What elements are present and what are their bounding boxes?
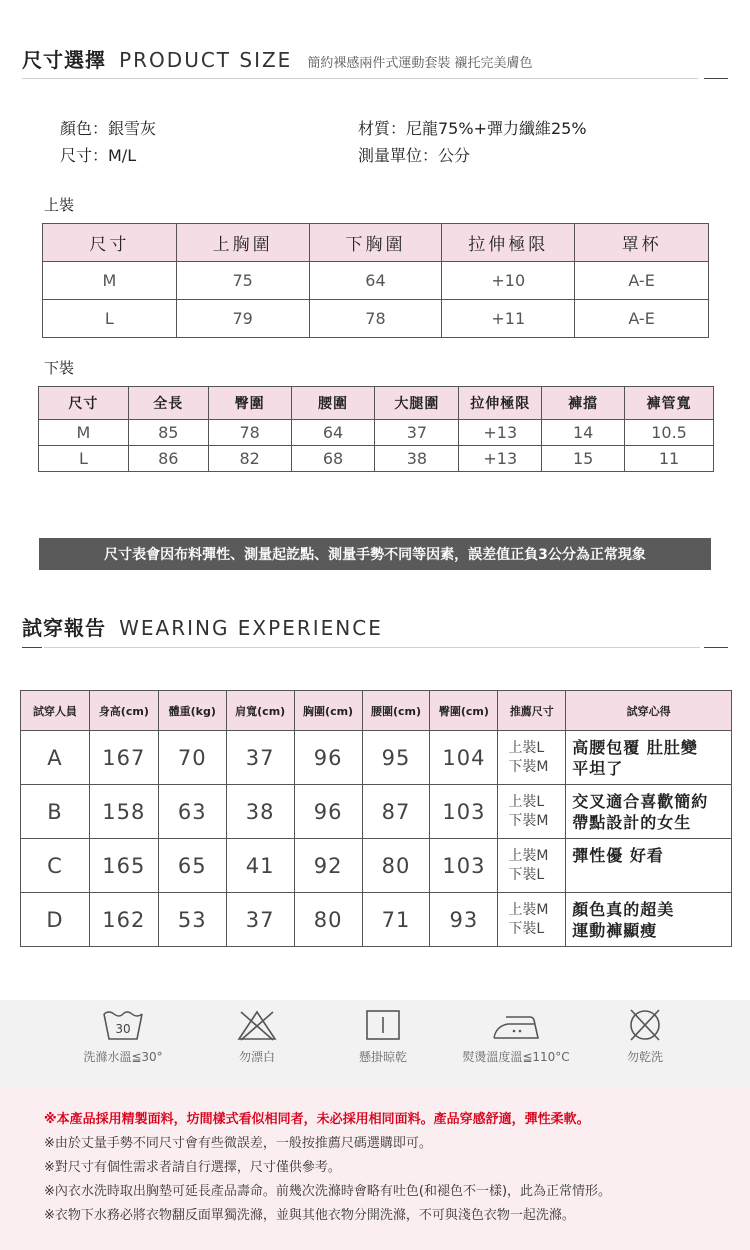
bottom-table-header (39, 387, 714, 420)
table-cell: 41 (226, 839, 294, 893)
table-cell: 75 (176, 262, 309, 300)
table-cell: 68 (291, 446, 375, 472)
bottom-th: 拉伸極限 (459, 387, 542, 420)
top-th: 下胸圍 (309, 224, 442, 262)
size-title-en: PRODUCT SIZE (119, 48, 293, 72)
info-unit: 測量單位：公分 (358, 146, 471, 165)
table-cell: L (43, 300, 177, 338)
rec-top: 上裝L (508, 739, 545, 756)
size-divider (22, 78, 698, 79)
no-bleach-icon (235, 1008, 279, 1042)
wear-table-header (21, 691, 732, 731)
care-label: 勿漂白 (238, 1050, 275, 1064)
table-cell: M (43, 262, 177, 300)
rec-bottom: 下裝M (508, 812, 549, 829)
table-cell: 165 (89, 839, 158, 893)
table-cell: A-E (575, 262, 709, 300)
wear-th: 腰圍(cm) (362, 691, 430, 731)
rec-top: 上裝L (508, 793, 545, 810)
bottom-th: 尺寸 (39, 387, 129, 420)
wear-divider-start (22, 647, 42, 648)
notes-section (0, 1088, 750, 1250)
table-row (21, 893, 732, 947)
wear-th: 體重(kg) (158, 691, 226, 731)
table-cell: 10.5 (625, 420, 714, 446)
table-cell: 104 (430, 731, 498, 785)
feedback-line: 交叉適合喜歡簡約 (572, 791, 709, 811)
care-label: 熨燙溫度溫≦110°C (462, 1050, 570, 1064)
size-title-zh: 尺寸選擇 (22, 48, 106, 72)
table-cell: 80 (362, 839, 430, 893)
wash-30-icon (101, 1008, 145, 1042)
bottom-th: 褲管寬 (625, 387, 714, 420)
table-cell: 15 (542, 446, 625, 472)
top-label: 上裝 (44, 196, 75, 214)
recommended-size (498, 839, 566, 893)
bottom-th: 褲擋 (542, 387, 625, 420)
tester-id: C (21, 839, 90, 893)
top-th: 尺寸 (43, 224, 177, 262)
table-cell: 38 (375, 446, 459, 472)
rec-top: 上裝M (508, 901, 549, 918)
iron-icon (490, 1008, 542, 1042)
table-cell: 78 (208, 420, 291, 446)
table-cell: 65 (158, 839, 226, 893)
feedback-line: 帶點設計的女生 (572, 812, 692, 832)
note-line: ※由於丈量手勢不同尺寸會有些微誤差，一般按推薦尺碼選購即可。 (44, 1136, 432, 1151)
no-tumble-dry-icon (623, 1008, 667, 1042)
care-hang-dry (338, 1008, 428, 1065)
table-cell: +10 (442, 262, 575, 300)
hang-dry-icon (361, 1008, 405, 1042)
table-row (43, 262, 709, 300)
note-line: ※對尺寸有個性需求者請自行選擇，尺寸僅供參考。 (44, 1160, 341, 1175)
top-table-header (43, 224, 709, 262)
care-instructions (0, 1000, 750, 1088)
bottom-label: 下裝 (44, 359, 75, 377)
table-cell: 37 (375, 420, 459, 446)
wear-title-en: WEARING EXPERIENCE (119, 616, 383, 640)
top-th: 拉伸極限 (442, 224, 575, 262)
wear-th: 試穿心得 (566, 691, 732, 731)
recommended-size (498, 893, 566, 947)
table-cell: 167 (89, 731, 158, 785)
table-cell: 14 (542, 420, 625, 446)
tester-id: D (21, 893, 90, 947)
bottom-th: 腰圍 (291, 387, 375, 420)
wear-th: 推薦尺寸 (498, 691, 566, 731)
tolerance-note: 尺寸表會因布料彈性、測量起訖點、測量手勢不同等因素，誤差值正負3公分為正常現象 (39, 538, 711, 570)
table-cell: 71 (362, 893, 430, 947)
table-cell: 103 (430, 839, 498, 893)
table-cell: 158 (89, 785, 158, 839)
table-cell: M (39, 420, 129, 446)
rec-bottom: 下裝L (508, 866, 545, 883)
care-label: 洗滌水溫≦30° (83, 1050, 163, 1064)
table-cell: 96 (294, 785, 362, 839)
table-cell: 79 (176, 300, 309, 338)
wear-th: 試穿人員 (21, 691, 90, 731)
feedback (566, 839, 732, 893)
recommended-size (498, 785, 566, 839)
table-cell: A-E (575, 300, 709, 338)
table-cell: 38 (226, 785, 294, 839)
table-row (21, 785, 732, 839)
table-cell: 53 (158, 893, 226, 947)
top-size-table (42, 223, 709, 338)
wear-th: 胸圍(cm) (294, 691, 362, 731)
recommended-size (498, 731, 566, 785)
bottom-size-table (38, 386, 714, 472)
rec-bottom: 下裝M (508, 758, 549, 775)
table-row (39, 420, 714, 446)
table-cell: 11 (625, 446, 714, 472)
table-cell: 78 (309, 300, 442, 338)
feedback (566, 785, 732, 839)
table-row (43, 300, 709, 338)
size-subtitle: 簡約裸感兩件式運動套裝 襯托完美膚色 (307, 56, 533, 71)
note-line: ※內衣水洗時取出胸墊可延長產品壽命。前幾次洗滌時會略有吐色(和褪色不一樣)，此為正常情形。 (44, 1184, 612, 1199)
tester-id: B (21, 785, 90, 839)
top-th: 罩杯 (575, 224, 709, 262)
size-divider-end (704, 78, 728, 79)
table-row (21, 839, 732, 893)
table-cell: 87 (362, 785, 430, 839)
table-cell: 103 (430, 785, 498, 839)
feedback-line: 平坦了 (572, 758, 624, 778)
table-cell: +13 (459, 446, 542, 472)
size-section-header (22, 44, 728, 73)
table-cell: 37 (226, 893, 294, 947)
feedback-line: 顏色真的超美 (572, 899, 675, 919)
table-cell: 64 (291, 420, 375, 446)
wash-temp-number: 30 (115, 1022, 131, 1036)
feedback (566, 731, 732, 785)
table-cell: 80 (294, 893, 362, 947)
table-cell: 82 (208, 446, 291, 472)
rec-top: 上裝M (508, 847, 549, 864)
table-cell: 64 (309, 262, 442, 300)
care-no-bleach (212, 1008, 302, 1065)
feedback-line: 彈性優 好看 (572, 846, 664, 865)
wear-divider-end (704, 647, 728, 648)
table-cell: 85 (128, 420, 208, 446)
table-cell: 162 (89, 893, 158, 947)
table-row (39, 446, 714, 472)
wear-divider (44, 647, 700, 648)
feedback-line: 高腰包覆 肚肚變 (572, 737, 698, 757)
table-cell: L (39, 446, 129, 472)
care-label: 懸掛晾乾 (358, 1050, 407, 1064)
table-cell: 86 (128, 446, 208, 472)
wear-th: 臀圍(cm) (430, 691, 498, 731)
wear-section-header (22, 612, 728, 641)
wear-title-zh: 試穿報告 (22, 616, 106, 640)
table-cell: 92 (294, 839, 362, 893)
wear-th: 身高(cm) (89, 691, 158, 731)
bottom-th: 大腿圍 (375, 387, 459, 420)
table-cell: 93 (430, 893, 498, 947)
info-color: 顏色：銀雪灰 (60, 119, 157, 138)
rec-bottom: 下裝L (508, 920, 545, 937)
table-cell: 70 (158, 731, 226, 785)
info-material: 材質：尼龍75%+彈力纖維25% (358, 119, 587, 138)
bottom-th: 臀圍 (208, 387, 291, 420)
table-cell: 37 (226, 731, 294, 785)
info-size: 尺寸：M/L (60, 146, 137, 165)
wear-th: 肩寬(cm) (226, 691, 294, 731)
care-wash (68, 1008, 178, 1065)
care-no-tumble-dry (600, 1008, 690, 1065)
table-cell: 96 (294, 731, 362, 785)
table-row (21, 731, 732, 785)
table-cell: 95 (362, 731, 430, 785)
care-label: 勿乾洗 (626, 1050, 663, 1064)
care-iron (446, 1008, 586, 1065)
wear-table (20, 690, 732, 947)
table-cell: 63 (158, 785, 226, 839)
table-cell: +11 (442, 300, 575, 338)
note-line: ※衣物下水務必將衣物翻反面單獨洗滌，並與其他衣物分開洗滌，不可與淺色衣物一起洗滌。 (44, 1208, 575, 1223)
tester-id: A (21, 731, 90, 785)
top-th: 上胸圍 (176, 224, 309, 262)
note-line: ※本產品採用精製面料，坊間樣式看似相同者，未必採用相同面料。產品穿感舒適，彈性柔軟。 (44, 1112, 590, 1127)
table-cell: +13 (459, 420, 542, 446)
feedback (566, 893, 732, 947)
bottom-th: 全長 (128, 387, 208, 420)
feedback-line: 運動褲顯瘦 (572, 920, 658, 940)
